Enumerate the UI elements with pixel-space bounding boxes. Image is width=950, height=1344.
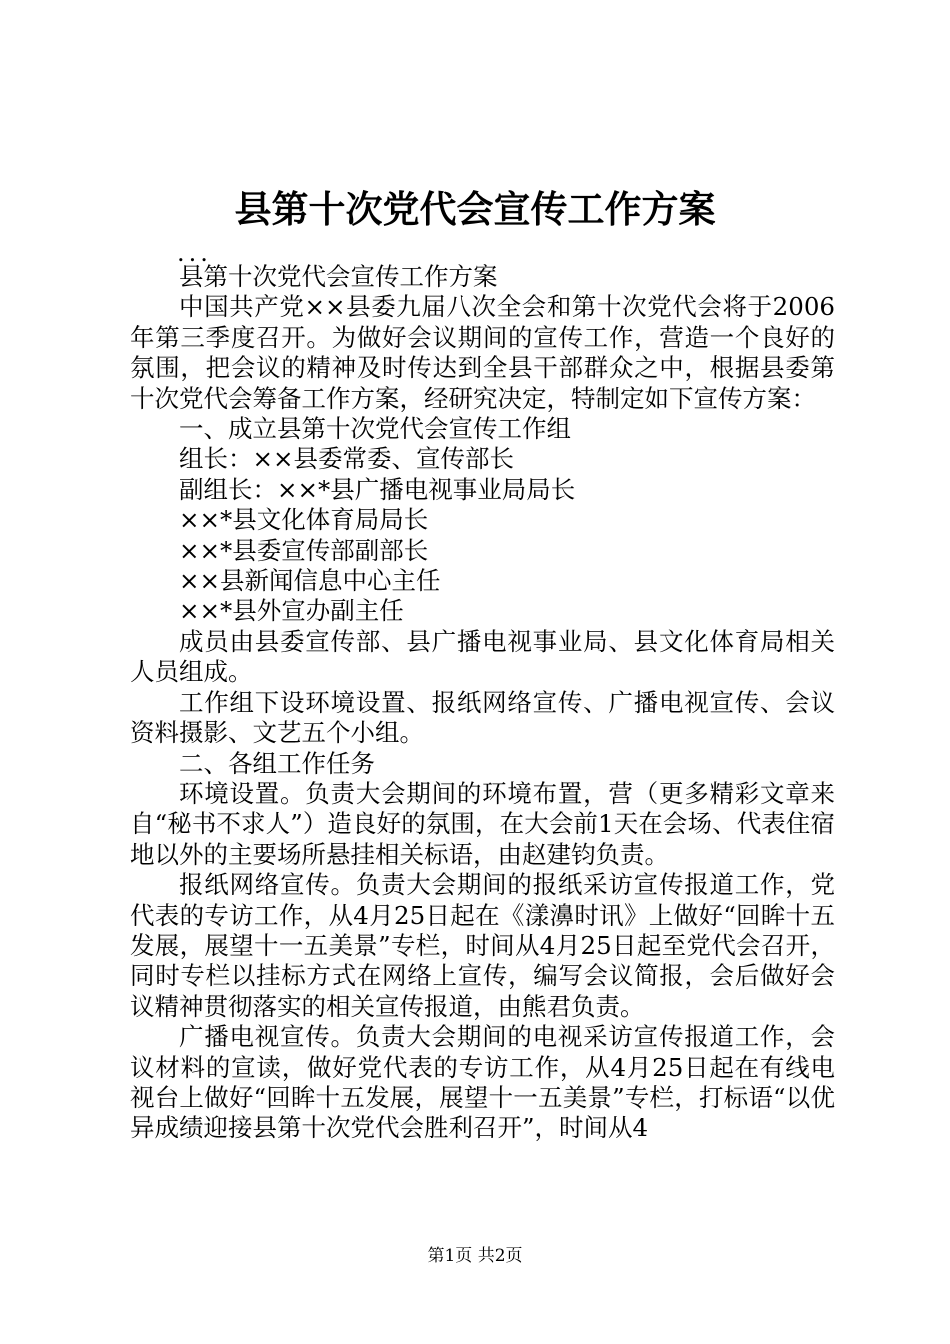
paragraph-members: 成员由县委宣传部、县广播电视事业局、县文化体育局相关人员组成。 [130, 626, 835, 687]
list-item-deputy-2: ××*县文化体育局局长 [179, 505, 429, 535]
page-footer: 第1页 共2页 [427, 1246, 523, 1266]
paragraph-newspaper: 报纸网络宣传。负责大会期间的报纸采访宣传报道工作，党代表的专访工作，从4月25日起在《漾濞时讯》上做好“回眸十五发展，展望十一五美景”专栏，时间从4月25日起至党代会召开，同时专栏以挂标方式在网络上宣传，编写会议简报，会后做好会议精神贯彻落实的相关宣传报道，由熊君负责。 [130, 870, 835, 1021]
ellipsis-mark: ... [177, 239, 212, 267]
paragraph-intro: 中国共产党××县委九届八次全会和第十次党代会将于2006年第三季度召开。为做好会议期间的宣传工作，营造一个良好的氛围，把会议的精神及时传达到全县干部群众之中，根据县委第十次党代会筹备工作方案，经研究决定，特制定如下宣传方案： [130, 292, 835, 413]
paragraph-environment: 环境设置。负责大会期间的环境布置，营（更多精彩文章来自“秘书不求人”）造良好的氛围，在大会前1天在会场、代表住宿地以外的主要场所悬挂相关标语，由赵建钧负责。 [130, 778, 835, 869]
section-heading-1: 一、成立县第十次党代会宣传工作组 [179, 414, 571, 444]
paragraph-broadcast: 广播电视宣传。负责大会期间的电视采访宣传报道工作，会议材料的宣读，做好党代表的专访工作，从4月25日起在有线电视台上做好“回眸十五发展，展望十一五美景”专栏，打标语“以优异成绩迎接县第十次党代会胜利召开”，时间从4 [130, 1022, 835, 1143]
paragraph-subgroups: 工作组下设环境设置、报纸网络宣传、广播电视宣传、会议资料摄影、文艺五个小组。 [130, 687, 835, 748]
body-heading: 县第十次党代会宣传工作方案 [179, 262, 498, 291]
section-heading-2: 二、各组工作任务 [179, 748, 375, 778]
list-item-deputy-5: ××*县外宣办副主任 [179, 596, 404, 626]
list-item-leader: 组长：××县委常委、宣传部长 [179, 444, 515, 474]
document-title: 县第十次党代会宣传工作方案 [234, 187, 716, 231]
list-item-deputy: 副组长：××*县广播电视事业局局长 [179, 474, 576, 504]
list-item-deputy-4: ××县新闻信息中心主任 [179, 566, 441, 596]
document-body [130, 262, 835, 1144]
list-item-deputy-3: ××*县委宣传部副部长 [179, 535, 429, 565]
